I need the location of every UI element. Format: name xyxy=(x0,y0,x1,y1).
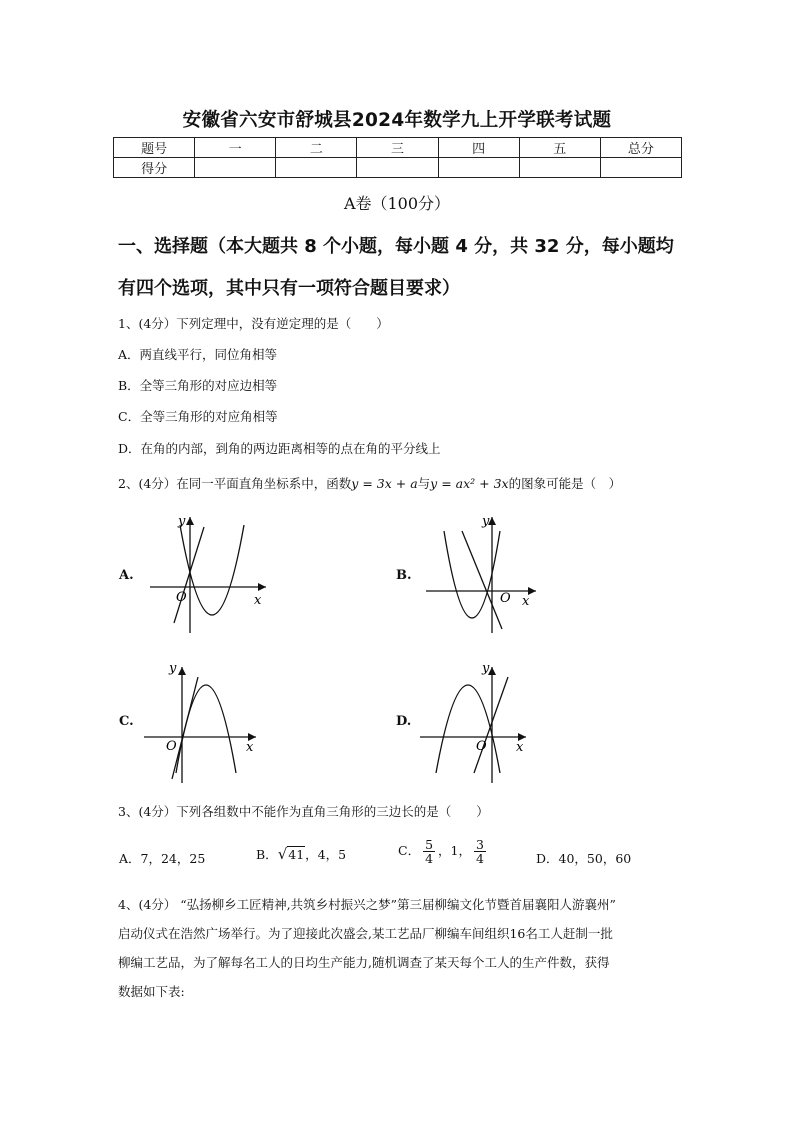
q3-option-b-prefix: B． xyxy=(256,847,278,862)
q3-option-c xyxy=(398,838,489,865)
graph-label-d: D. xyxy=(396,714,412,729)
x-label: x xyxy=(516,740,524,755)
parabola xyxy=(436,685,500,773)
table-row xyxy=(114,138,682,158)
q2-stem xyxy=(118,474,621,492)
q3-option-b-rest: ，4，5 xyxy=(305,847,347,862)
q3-stem: 3、(4分）下列各组数中不能作为直角三角形的三边长的是（ ） xyxy=(118,804,489,819)
score-input-cell[interactable] xyxy=(600,158,681,178)
q1-option-b: B．全等三角形的对应边相等 xyxy=(118,378,278,393)
graph-c xyxy=(140,655,280,785)
x-label: x xyxy=(254,593,262,608)
q3-option-a: A．7，24，25 xyxy=(119,851,206,866)
fraction-3-4 xyxy=(474,838,486,865)
q2-function-2: y = ax² + 3x xyxy=(430,476,509,491)
table-cell: 三 xyxy=(357,138,438,158)
table-cell: 总分 xyxy=(600,138,681,158)
y-axis-arrow xyxy=(186,517,194,525)
q4-line3: 柳编工艺品，为了解每名工人的日均生产能力,随机调查了某天每个工人的生产件数，获得 xyxy=(118,955,610,970)
graph-a xyxy=(140,505,280,635)
score-table xyxy=(113,137,682,178)
x-label: x xyxy=(522,594,530,609)
denominator: 4 xyxy=(475,851,484,866)
q2-stem-prefix: 2、(4分）在同一平面直角坐标系中，函数 xyxy=(118,476,352,491)
table-cell: 一 xyxy=(195,138,276,158)
q2-function-1: y = 3x + a xyxy=(351,476,418,491)
graph-b xyxy=(416,505,556,635)
y-label: y xyxy=(178,514,186,529)
x-label: x xyxy=(246,740,254,755)
q2-stem-mid: 与 xyxy=(417,476,431,491)
q4-line2: 启动仪式在浩然广场举行。为了迎接此次盛会,某工艺品厂柳编车间组织16名工人赶制一批 xyxy=(118,926,613,941)
q1-option-c: C．全等三角形的对应角相等 xyxy=(118,409,278,424)
q4-line4: 数据如下表: xyxy=(118,984,185,999)
q1-option-a: A．两直线平行，同位角相等 xyxy=(118,347,278,362)
sqrt-symbol: √ xyxy=(277,845,288,863)
origin-label: O xyxy=(166,739,177,754)
table-cell: 四 xyxy=(438,138,519,158)
sqrt-radicand: 41 xyxy=(288,847,305,862)
graph-label-b: B. xyxy=(396,568,412,583)
y-label: y xyxy=(482,514,490,529)
score-input-cell[interactable] xyxy=(357,158,438,178)
table-row xyxy=(114,158,682,178)
y-label: y xyxy=(169,661,177,676)
score-input-cell[interactable] xyxy=(276,158,357,178)
y-label: y xyxy=(482,661,490,676)
score-input-cell[interactable] xyxy=(519,158,600,178)
table-cell: 五 xyxy=(519,138,600,158)
numerator: 5 xyxy=(425,837,434,852)
denominator: 4 xyxy=(425,851,434,866)
part-heading-line2: 有四个选项，其中只有一项符合题目要求） xyxy=(118,278,460,299)
origin-label: O xyxy=(176,590,187,605)
part-heading-line1: 一、选择题（本大题共 8 个小题，每小题 4 分，共 32 分，每小题均 xyxy=(118,236,674,257)
q4-line1: 4、(4分） “弘扬柳乡工匠精神,共筑乡村振兴之梦”第三届柳编文化节暨首届襄阳人游襄州” xyxy=(118,897,616,912)
q1-stem: 1、(4分）下列定理中，没有逆定理的是（ ） xyxy=(118,316,389,331)
q3-option-c-mid: ，1， xyxy=(438,843,471,858)
line xyxy=(462,531,502,629)
line xyxy=(174,527,204,623)
graph-label-c: C. xyxy=(119,714,134,729)
graph-d xyxy=(416,655,556,785)
table-cell: 二 xyxy=(276,138,357,158)
y-axis-arrow xyxy=(178,667,186,675)
page-title: 安徽省六安市舒城县2024年数学九上开学联考试题 xyxy=(182,110,612,131)
q3-option-c-prefix: C． xyxy=(398,843,421,858)
numerator: 3 xyxy=(475,837,484,852)
score-input-cell[interactable] xyxy=(195,158,276,178)
x-axis-arrow xyxy=(258,583,266,591)
origin-label: O xyxy=(500,591,511,606)
q2-stem-suffix: 的图象可能是（ ） xyxy=(508,476,622,491)
score-input-cell[interactable] xyxy=(438,158,519,178)
section-title: A卷（100分） xyxy=(343,194,451,213)
q3-option-b xyxy=(256,845,346,863)
origin-label: O xyxy=(476,739,487,754)
graph-label-a: A. xyxy=(119,568,134,583)
table-cell: 题号 xyxy=(114,138,195,158)
q3-option-d: D．40，50，60 xyxy=(536,851,632,866)
line xyxy=(474,677,508,773)
q1-option-d: D．在角的内部，到角的两边距离相等的点在角的平分线上 xyxy=(118,441,441,456)
table-cell: 得分 xyxy=(114,158,195,178)
q4-text xyxy=(118,890,686,1006)
fraction-5-4 xyxy=(423,838,435,865)
line xyxy=(172,677,198,779)
